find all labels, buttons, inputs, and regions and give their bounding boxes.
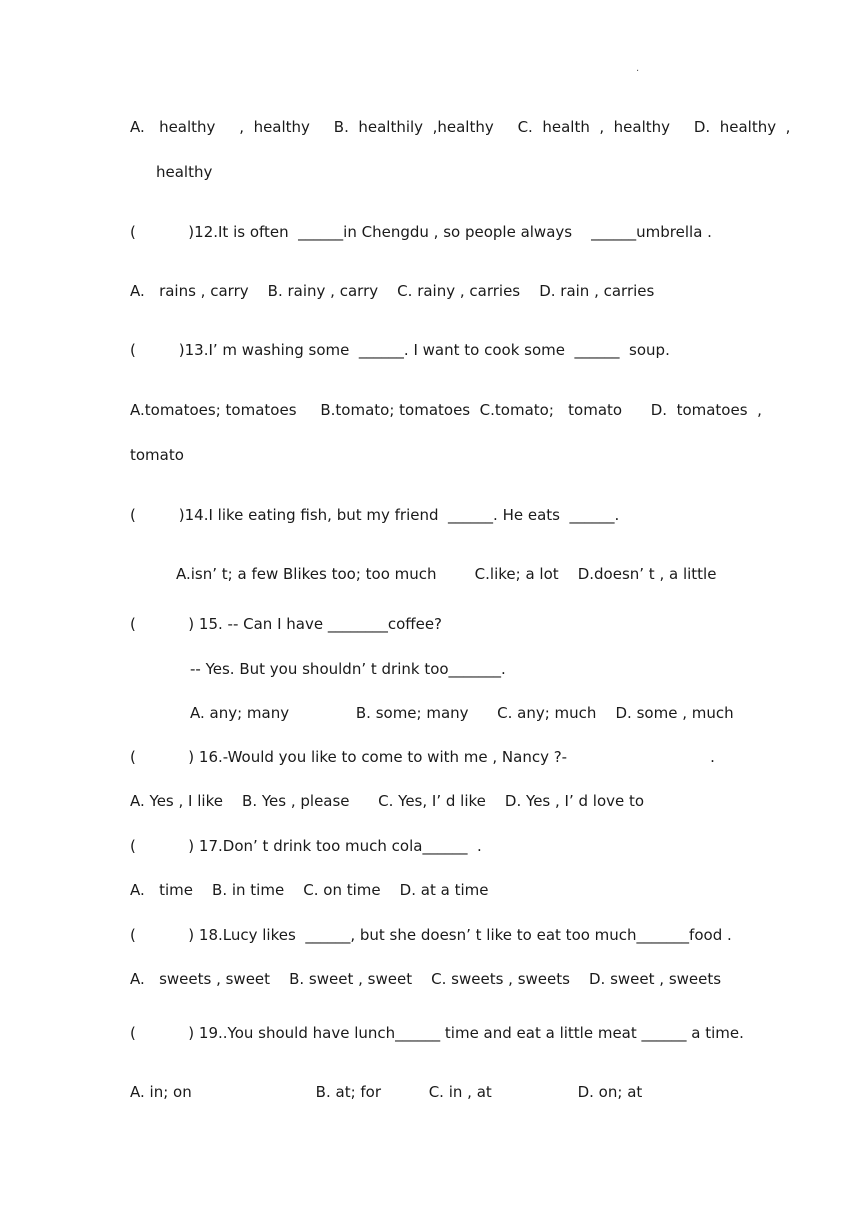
question-17: ( ) 17.Don’ t drink too much cola______ .: [130, 837, 482, 855]
option-line-q17: A. time B. in time C. on time D. at a time: [130, 881, 489, 899]
question-12: ( )12.It is often ______in Chengdu , so people always ______umbrella .: [130, 223, 712, 241]
question-19: ( ) 19..You should have lunch______ time and eat a little meat ______ a time.: [130, 1024, 744, 1042]
question-15: ( ) 15. -- Can I have ________coffee?: [130, 615, 443, 633]
option-line-q18: A. sweets , sweet B. sweet , sweet C. sweets , sweets D. sweet , sweets: [130, 970, 722, 988]
question-16: ( ) 16.-Would you like to come to with me , Nancy ?- .: [130, 748, 715, 766]
option-line-q15: A. any; many B. some; many C. any; much D. some , much: [190, 704, 734, 722]
option-line-q13: A.tomatoes; tomatoes B.tomato; tomatoes C.tomato; tomato D. tomatoes ,: [130, 401, 762, 419]
question-18: ( ) 18.Lucy likes ______, but she doesn’ t like to eat too much_______food .: [130, 926, 732, 944]
option-line-q19: A. in; on B. at; for C. in , at D. on; at: [130, 1083, 643, 1101]
question-15-reply: -- Yes. But you shouldn’ t drink too_______.: [190, 660, 506, 678]
header-mark: .: [636, 63, 640, 74]
option-line-q16: A. Yes , I like B. Yes , please C. Yes, I’ d like D. Yes , I’ d love to: [130, 792, 645, 810]
option-line-q14: A.isn’ t; a few Blikes too; too much C.like; a lot D.doesn’ t , a little: [176, 565, 717, 583]
question-13: ( )13.I’ m washing some ______. I want to cook some ______ soup.: [130, 341, 670, 359]
option-line-q11: A. healthy , healthy B. healthily ,healthy C. health , healthy D. healthy ,: [130, 118, 791, 136]
option-line-q11-cont: healthy: [156, 163, 213, 181]
question-14: ( )14.I like eating fish, but my friend ______. He eats ______.: [130, 506, 620, 524]
option-line-q12: A. rains , carry B. rainy , carry C. rainy , carries D. rain , carries: [130, 282, 655, 300]
option-line-q13-cont: tomato: [130, 446, 184, 464]
